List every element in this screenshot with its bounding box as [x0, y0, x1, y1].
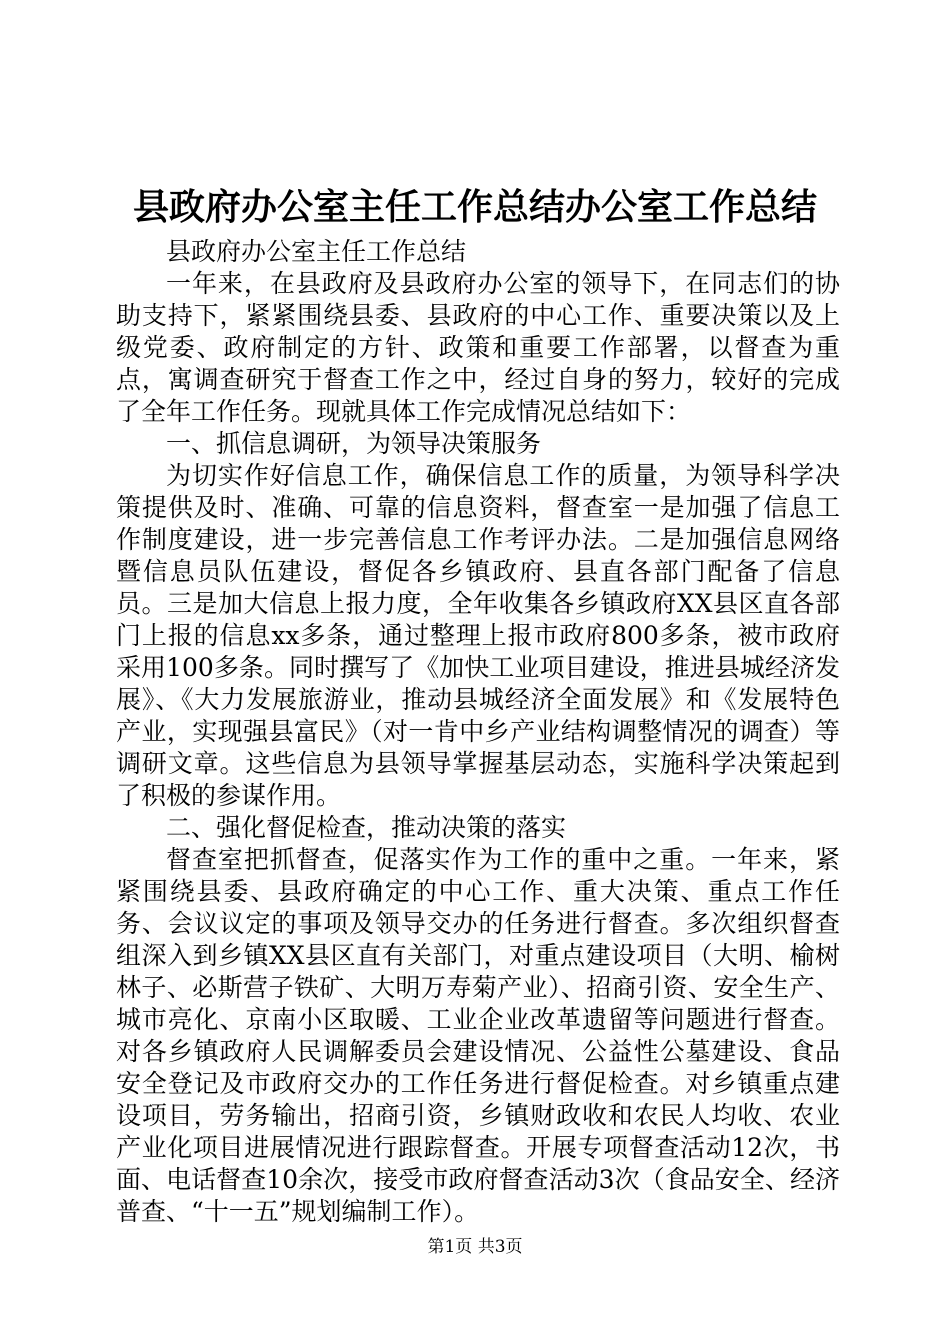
paragraph-intro: 一年来，在县政府及县政府办公室的领导下，在同志们的协助支持下，紧紧围绕县委、县政府的中心工作、重要决策以及上级党委、政府制定的方针、政策和重要工作部署，以督查为重点，寓调查研究于督查工作之中，经过自身的努力，较好的完成了全年工作任务。现就具体工作完成情况总结如下：	[116, 269, 840, 426]
paragraph-section-2: 督查室把抓督查，促落实作为工作的重中之重。一年来，紧紧围绕县委、县政府确定的中心工作、重大决策、重点工作任务、会议议定的事项及领导交办的任务进行督查。多次组织督查组深入到乡镇XX县区直有关部门，对重点建设项目（大明、榆树林子、必斯营子铁矿、大明万寿菊产业）、招商引资、安全生产、城市亮化、京南小区取暖、工业企业改革遗留等问题进行督查。对各乡镇政府人民调解委员会建设情况、公益性公墓建设、食品安全登记及市政府交办的工作任务进行督促检查。对乡镇重点建设项目，劳务输出，招商引资，乡镇财政收和农民人均收、农业产业化项目进展情况进行跟踪督查。开展专项督查活动12次，书面、电话督查10余次，接受市政府督查活动3次（食品安全、经济普查、“十一五”规划编制工作）。	[116, 845, 840, 1226]
paragraph-subtitle: 县政府办公室主任工作总结	[166, 237, 467, 266]
document-body	[116, 236, 840, 1228]
page-footer: 第1页 共3页	[427, 1237, 523, 1257]
section-heading-2: 二、强化督促检查，推动决策的落实	[166, 813, 567, 842]
document-title: 县政府办公室主任工作总结办公室工作总结	[132, 186, 817, 228]
section-heading-1: 一、抓信息调研，为领导决策服务	[166, 429, 542, 458]
paragraph-section-1: 为切实作好信息工作，确保信息工作的质量，为领导科学决策提供及时、准确、可靠的信息资料，督查室一是加强了信息工作制度建设，进一步完善信息工作考评办法。二是加强信息网络暨信息员队伍建设，督促各乡镇政府、县直各部门配备了信息员。三是加大信息上报力度，全年收集各乡镇政府XX县区直各部门上报的信息xx多条，通过整理上报市政府800多条，被市政府采用100多条。同时撰写了《加快工业项目建设，推进县城经济发展》、《大力发展旅游业，推动县城经济全面发展》和《发展特色产业，实现强县富民》（对一肯中乡产业结构调整情况的调查）等调研文章。这些信息为县领导掌握基层动态，实施科学决策起到了积极的参谋作用。	[116, 461, 840, 810]
